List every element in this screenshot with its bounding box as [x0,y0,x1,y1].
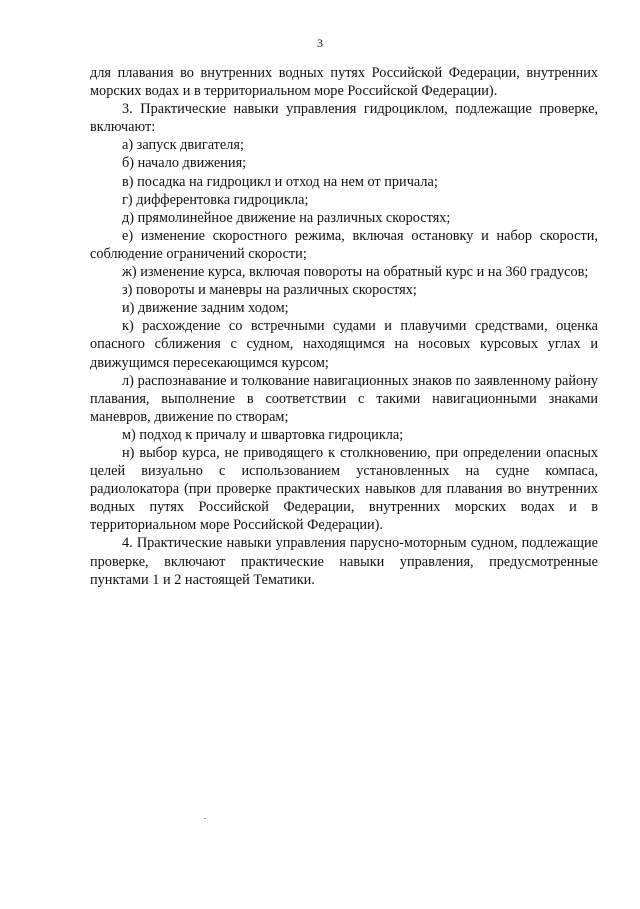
list-item-i: и) движение задним ходом; [122,300,289,317]
paragraph-continuation: для плавания во внутренних водных путях Российской Федерации, внутренних морских водах и в территориальном море Российской Федерации). [90,65,598,100]
list-item-a: а) запуск двигателя; [122,137,244,154]
list-item-e: е) изменение скоростного режима, включая остановку и набор скорости, соблюдение ограничений скорости; [90,227,598,262]
list-item-n: н) выбор курса, не приводящего к столкновению, при определении опасных целей визуально с использованием установленных на судне компаса, радиолокатора (при проверке практических навыков для плавания во внутренних водных путях Российской Федерации, внутренних морских водах и в территориальном море Российской Федерации). [90,444,598,534]
list-item-l: л) распознавание и толкование навигационных знаков по заявленному району плавания, выполнение в соответствии с такими навигационными знаками маневров, движение по створам; [90,372,598,425]
list-item-v: в) посадка на гидроцикл и отход на нем от причала; [122,173,438,190]
paragraph-item-4: 4. Практические навыки управления парусно-моторным судном, подлежащие проверке, включают практические навыки управления, предусмотренные пунктами 1 и 2 настоящей Тематики. [90,535,598,588]
document-body [90,64,598,589]
page-number: 3 [317,36,323,50]
scan-speck [204,818,206,819]
list-item-k: к) расхождение со встречными судами и плавучими средствами, оценка опасного сближения с судном, находящимся на носовых курсовых углах и движущимся пересекающимся курсом; [90,318,598,371]
list-item-g: г) дифферентовка гидроцикла; [122,191,309,208]
list-item-d: д) прямолинейное движение на различных скоростях; [122,209,451,226]
list-item-b: б) начало движения; [122,155,247,172]
paragraph-item-3-intro: 3. Практические навыки управления гидроциклом, подлежащие проверке, включают: [90,101,598,136]
list-item-zh: ж) изменение курса, включая повороты на обратный курс и на 360 градусов; [122,264,589,281]
list-item-z: з) повороты и маневры на различных скоростях; [122,282,417,299]
list-item-m: м) подход к причалу и швартовка гидроцикла; [122,426,404,443]
